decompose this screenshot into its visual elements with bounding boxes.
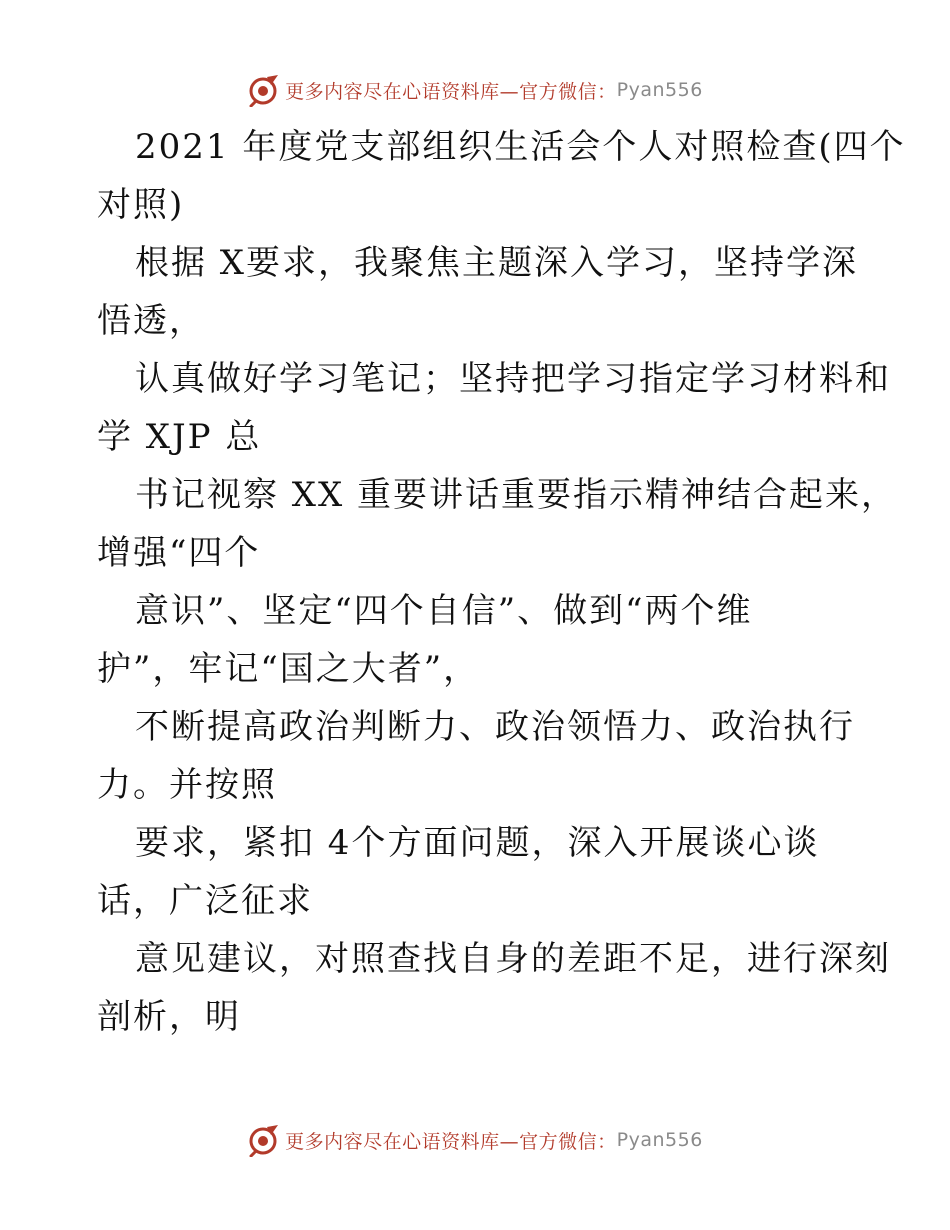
document-body [97, 118, 906, 1046]
text-line: 意见建议，对照查找自身的差距不足，进行深刻 [135, 939, 891, 979]
footer-banner [0, 1120, 950, 1160]
text-line: 力。并按照 [97, 765, 277, 805]
text-line: 2021 年度党支部组织生活会个人对照检查(四个 [135, 127, 906, 167]
text-line: 不断提高政治判断力、政治领悟力、政治执行 [135, 707, 855, 747]
text-line: 对照) [97, 185, 185, 225]
pen-logo-icon [247, 1123, 281, 1157]
text-line: 要求，紧扣 4个方面问题，深入开展谈心谈 [135, 823, 820, 863]
text-line: 认真做好学习笔记；坚持把学习指定学习材料和 [135, 359, 891, 399]
text-line: 话，广泛征求 [97, 881, 313, 921]
text-line: 书记视察 XX 重要讲话重要指示精神结合起来， [135, 475, 898, 515]
header-banner-contact: Pyan556 [616, 79, 703, 101]
text-line: 意识”、坚定“四个自信”、做到“两个维 [135, 591, 753, 631]
pen-logo-icon [247, 73, 281, 107]
header-banner-text: 更多内容尽在心语资料库—官方微信： [285, 80, 617, 103]
header-banner [0, 70, 950, 110]
text-line: 剖析，明 [97, 997, 241, 1037]
text-line: 增强“四个 [97, 533, 261, 573]
footer-banner-contact: Pyan556 [616, 1129, 703, 1151]
text-line: 悟透， [97, 301, 205, 341]
footer-banner-text: 更多内容尽在心语资料库—官方微信： [285, 1130, 617, 1153]
text-line: 学 XJP 总 [97, 417, 262, 457]
text-line: 护”，牢记“国之大者”， [97, 649, 480, 689]
text-line: 根据 X要求，我聚焦主题深入学习，坚持学深 [135, 243, 859, 283]
